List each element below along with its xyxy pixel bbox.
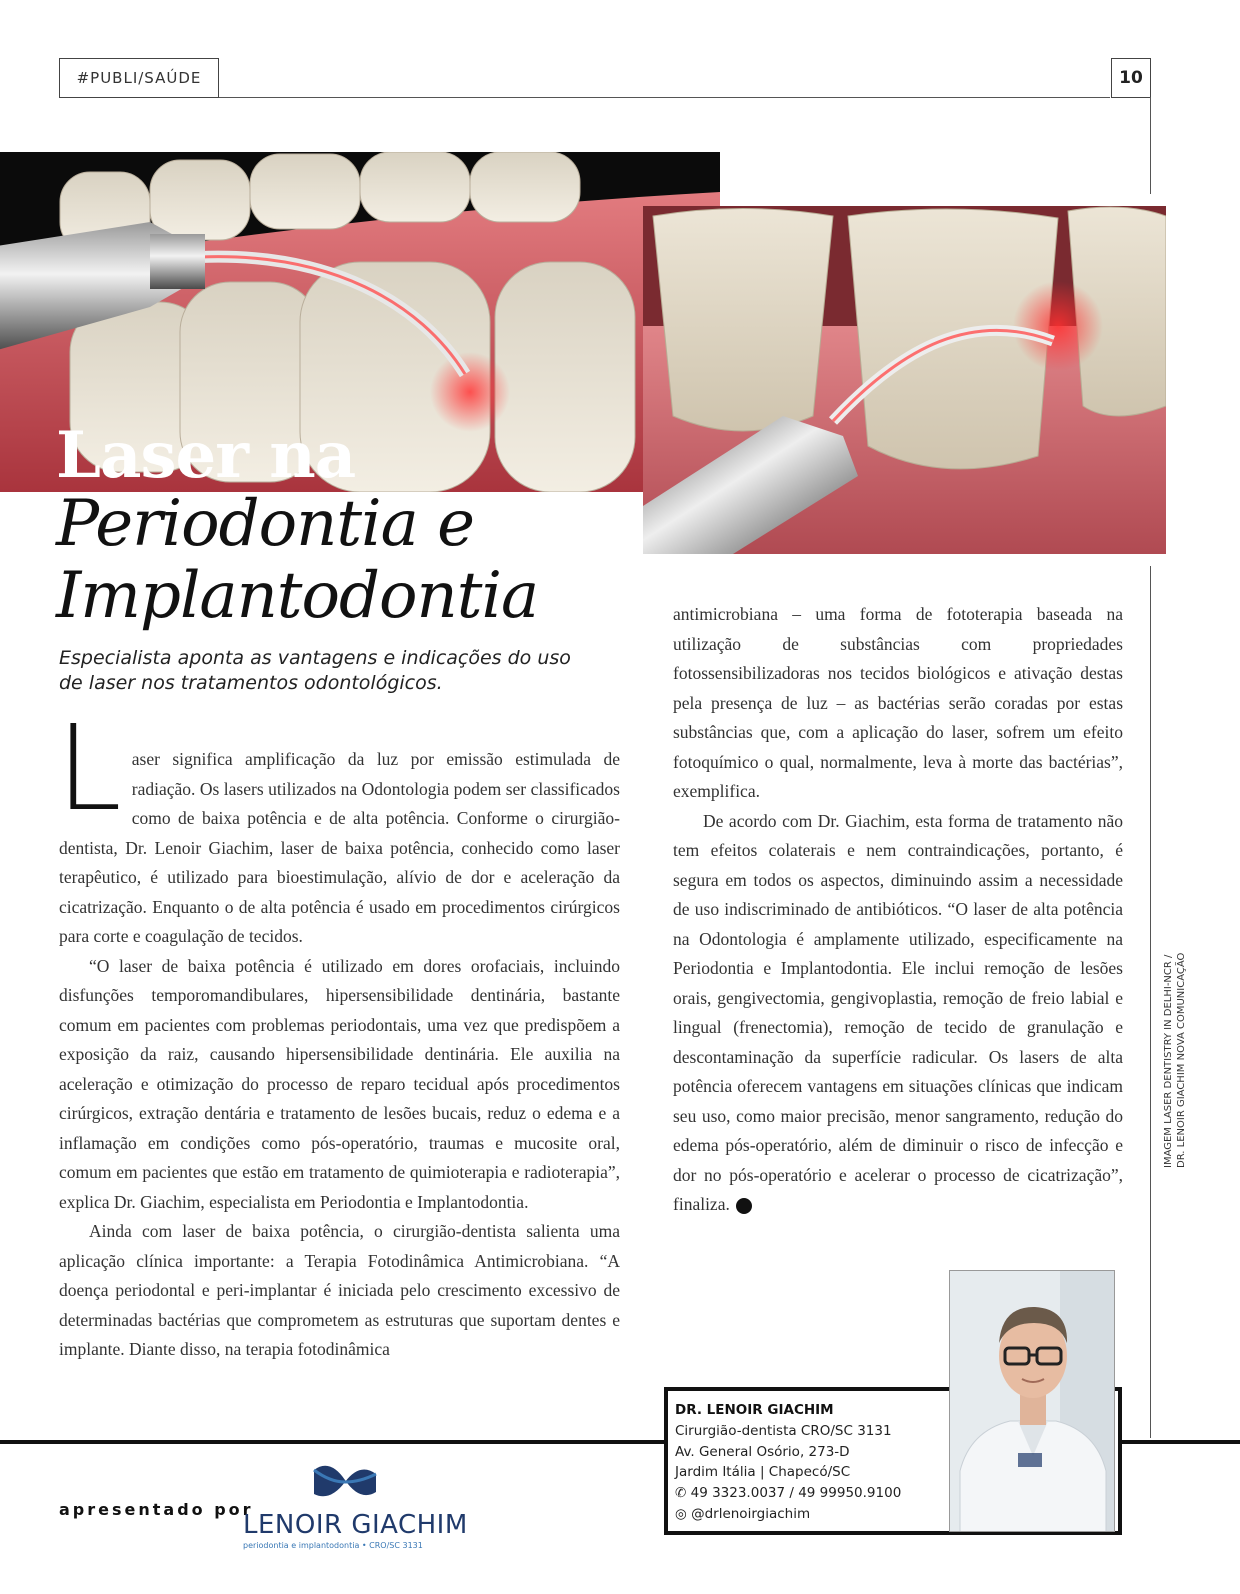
article-paragraph: antimicrobiana – uma forma de fototerapia baseada na utilização de substâncias com propriedades fotossensibilizadoras nos tecidos biológicos e ativação destas pela presença de luz – as bactérias serão coradas por estas substâncias que, com a aplicação do laser, sofrem um efeito fotoquímico o qual, normalmente, leva à morte das bactérias”, exemplifica. <box>673 604 1123 801</box>
instagram-icon: ◎ <box>675 1505 687 1522</box>
article-column-2 <box>673 600 1123 1220</box>
logo-wordmark: LENOIR GIACHIM <box>243 1510 468 1540</box>
headline-line2-text: Periodontia e <box>56 487 474 561</box>
article-paragraph <box>673 807 1123 1220</box>
subtitle: Especialista aponta as vantagens e indicações do uso de laser nos tratamentos odontológicos. <box>59 647 571 694</box>
image-credit-line2: DR. LENOIR GIACHIM NOVA COMUNICAÇÃO <box>1176 952 1187 1168</box>
phone-icon: ✆ <box>675 1485 687 1502</box>
right-rule-top <box>1150 97 1151 194</box>
section-tag: #PUBLI/SAÚDE <box>59 58 219 98</box>
paragraph-text: aser significa amplificação da luz por emissão estimulada de radiação. Os lasers utilizados na Odontologia podem ser classificados como de baixa potência e de alta potência. Conforme o cirurgião-dentista, Dr. Lenoir Giachim, laser de baixa potência, conhecido como laser terapêutico, é utilizado para bioestimulação, alívio de dor e aceleração da cicatrização. Enquanto o de alta potência é usado em procedimentos cirúrgicos para corte e coagulação de tecidos. <box>59 749 620 946</box>
contact-address-1: Av. General Osório, 273-D <box>675 1443 850 1460</box>
page-number: 10 <box>1111 58 1151 98</box>
image-credit-line1: IMAGEM LASER DENTISTRY IN DELHI-NCR / <box>1163 954 1174 1168</box>
paragraph-text: De acordo com Dr. Giachim, esta forma de tratamento não tem efeitos colaterais e nem contraindicações, portanto, é segura em todos os aspectos, diminuindo assim a necessidade de uso indiscriminado de antibióticos. “O laser de alta potência na Odontologia é amplamente utilizado, especificamente na Periodontia e Implantodontia. Ele inclui remoção de lesões orais, gengivectomia, gengivoplastia, remoção de freio labial e lingual (frenectomia), remoção de tecido de granulação e descontaminação da superfície radicular. Os lasers de alta potência oferecem vantagens em situações clínicas que indicam seu uso, como maior precisão, menor sangramento, redução do edema pós-operatório, além de diminuir o risco de infecção e dor no pós-operatório e acelerar o processo de cicatrização”, finaliza. <box>673 810 1123 1214</box>
footer-rule-right <box>1122 1440 1240 1444</box>
image-credit <box>1162 868 1188 1168</box>
contact-role: Cirurgião-dentista CRO/SC 3131 <box>675 1422 892 1439</box>
right-rule <box>1150 566 1151 1438</box>
logo-mark-icon <box>310 1462 380 1504</box>
header-rule <box>219 97 1110 98</box>
contact-info <box>675 1400 901 1525</box>
footer-rule <box>0 1440 666 1444</box>
contact-instagram: @drlenoirgiachim <box>691 1505 811 1522</box>
article-paragraph <box>56 699 620 952</box>
headline-line1: Laser na <box>56 418 356 493</box>
contact-address-2: Jardim Itália | Chapecó/SC <box>675 1464 851 1481</box>
article-paragraph: “O laser de baixa potência é utilizado em dores orofaciais, incluindo disfunções temporomandibulares, hipersensibilidade dentinária, bastante comum em pacientes com problemas periodontais, uma vez que predispõem a exposição da raiz, causando hipersensibilidade dentinária. Ele auxilia na aceleração e otimização do processo de reparo tecidual após procedimentos cirúrgicos, extração dentária e tratamento de lesões bucais, reduz o edema e a inflamação em condições como pós-operatório, traumas e mucosite oral, comum em pacientes que estão em tratamento de quimioterapia e radioterapia”, explica Dr. Giachim, especialista em Periodontia e Implantodontia. <box>59 955 620 1212</box>
article-paragraph: Ainda com laser de baixa potência, o cirurgião-dentista salienta uma aplicação clínica importante: a Terapia Fotodinâmica Antimicrobiana. “A doença periodontal e peri-implantar é iniciada pelo crescimento excessivo de determinadas bactérias que comprometem as estruturas que suportam dentes e implante. Diante disso, na terapia fotodinâmica <box>59 1221 620 1359</box>
contact-phones: 49 3323.0037 / 49 99950.9100 <box>690 1485 902 1502</box>
logo-tagline: periodontia e implantodontia • CRO/SC 3131 <box>243 1541 423 1550</box>
end-mark-icon: ◆ <box>736 1198 752 1214</box>
headline-line3-text: Implantodontia <box>56 559 539 633</box>
article-column-1 <box>56 699 620 1365</box>
portrait-photo <box>949 1270 1115 1532</box>
presented-by-label: apresentado por <box>59 1500 254 1519</box>
headline-line2 <box>56 488 538 632</box>
contact-phones-row <box>675 1483 901 1504</box>
detail-image-laser-gum <box>643 206 1166 554</box>
drop-cap: L <box>56 699 122 837</box>
contact-name: DR. LENOIR GIACHIM <box>675 1402 834 1418</box>
contact-instagram-row <box>675 1504 901 1525</box>
